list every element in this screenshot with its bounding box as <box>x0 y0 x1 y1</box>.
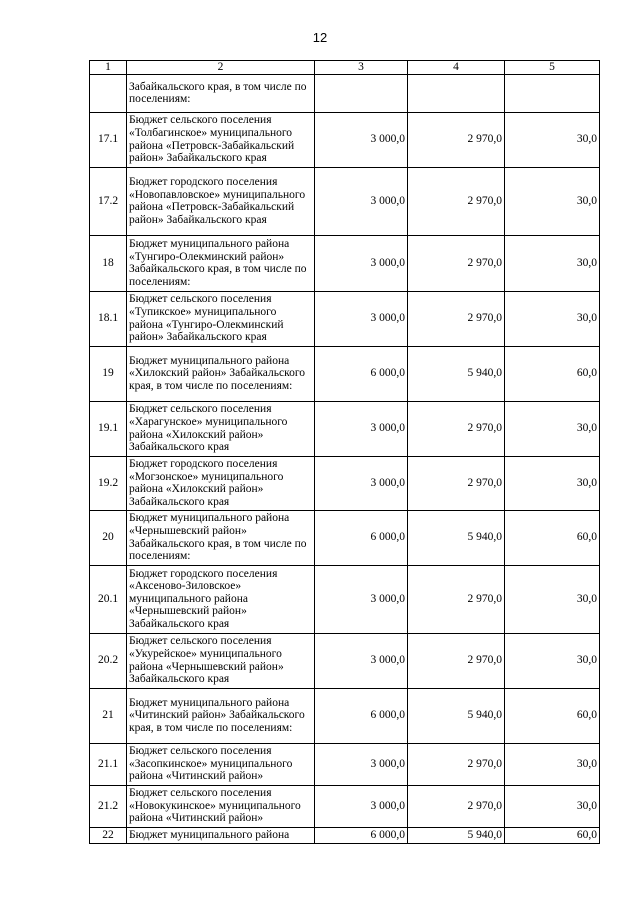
table-row <box>90 743 600 785</box>
row-number: 19.1 <box>90 401 127 456</box>
row-description: Бюджет муниципального района «Чернышевский район» Забайкальского края, в том числе по поселениям: <box>127 510 315 565</box>
row-col-4: 5 940,0 <box>408 688 505 743</box>
table-row <box>90 633 600 688</box>
row-number: 17.1 <box>90 112 127 167</box>
row-description: Бюджет сельского поселения «Новокукинское» муниципального района «Читинский район» <box>127 785 315 827</box>
row-col-3: 3 000,0 <box>315 167 408 235</box>
row-col-5: 60,0 <box>505 510 600 565</box>
row-col-4: 2 970,0 <box>408 633 505 688</box>
header-col-3: 3 <box>315 61 408 75</box>
row-col-3: 3 000,0 <box>315 235 408 291</box>
row-number: 20.1 <box>90 565 127 633</box>
table-row <box>90 456 600 510</box>
row-col-4 <box>408 74 505 112</box>
row-col-3: 3 000,0 <box>315 785 408 827</box>
row-number: 22 <box>90 827 127 843</box>
row-col-3: 3 000,0 <box>315 112 408 167</box>
table-row <box>90 291 600 346</box>
row-col-4: 2 970,0 <box>408 112 505 167</box>
row-col-5: 30,0 <box>505 401 600 456</box>
row-number: 19.2 <box>90 456 127 510</box>
row-col-5: 30,0 <box>505 456 600 510</box>
row-col-5: 30,0 <box>505 167 600 235</box>
table-row <box>90 785 600 827</box>
row-col-5: 60,0 <box>505 688 600 743</box>
row-number: 19 <box>90 346 127 401</box>
row-col-5 <box>505 74 600 112</box>
row-col-5: 60,0 <box>505 827 600 843</box>
row-col-4: 2 970,0 <box>408 565 505 633</box>
row-col-4: 5 940,0 <box>408 510 505 565</box>
row-col-4: 2 970,0 <box>408 401 505 456</box>
table-row <box>90 510 600 565</box>
row-number: 21.2 <box>90 785 127 827</box>
row-description: Бюджет городского поселения «Новопавловское» муниципального района «Петровск-Забайкальский район» Забайкальского края <box>127 167 315 235</box>
row-description: Бюджет сельского поселения «Засопкинское» муниципального района «Читинский район» <box>127 743 315 785</box>
header-col-5: 5 <box>505 61 600 75</box>
row-col-5: 30,0 <box>505 291 600 346</box>
row-number: 17.2 <box>90 167 127 235</box>
row-description: Бюджет сельского поселения «Укурейское» муниципального района «Чернышевский район» Забайкальского края <box>127 633 315 688</box>
row-col-5: 30,0 <box>505 235 600 291</box>
row-description: Забайкальского края, в том числе по поселениям: <box>127 74 315 112</box>
budget-table <box>89 60 600 844</box>
row-col-3: 3 000,0 <box>315 291 408 346</box>
row-description: Бюджет муниципального района «Тунгиро-Олекминский район» Забайкальского края, в том числе по поселениям: <box>127 235 315 291</box>
row-col-4: 2 970,0 <box>408 785 505 827</box>
row-number <box>90 74 127 112</box>
row-col-3: 3 000,0 <box>315 565 408 633</box>
row-number: 18 <box>90 235 127 291</box>
row-col-3: 3 000,0 <box>315 456 408 510</box>
row-col-5: 30,0 <box>505 633 600 688</box>
row-description: Бюджет сельского поселения «Толбагинское» муниципального района «Петровск-Забайкальский район» Забайкальского края <box>127 112 315 167</box>
header-col-1: 1 <box>90 61 127 75</box>
table-row <box>90 74 600 112</box>
table-row <box>90 167 600 235</box>
table-row <box>90 112 600 167</box>
header-col-2: 2 <box>127 61 315 75</box>
row-number: 18.1 <box>90 291 127 346</box>
row-description: Бюджет сельского поселения «Харагунское» муниципального района «Хилокский район» Забайкальского края <box>127 401 315 456</box>
row-number: 20 <box>90 510 127 565</box>
row-col-3: 3 000,0 <box>315 633 408 688</box>
row-description: Бюджет городского поселения «Могзонское» муниципального района «Хилокский район» Забайкальского края <box>127 456 315 510</box>
row-col-5: 30,0 <box>505 565 600 633</box>
row-col-5: 60,0 <box>505 346 600 401</box>
row-description: Бюджет муниципального района <box>127 827 315 843</box>
row-description: Бюджет муниципального района «Хилокский район» Забайкальского края, в том числе по поселениям: <box>127 346 315 401</box>
row-col-5: 30,0 <box>505 112 600 167</box>
table-row <box>90 346 600 401</box>
table-header-row <box>90 61 600 75</box>
header-col-4: 4 <box>408 61 505 75</box>
row-col-3 <box>315 74 408 112</box>
row-col-5: 30,0 <box>505 785 600 827</box>
table-row <box>90 235 600 291</box>
row-col-3: 3 000,0 <box>315 743 408 785</box>
row-col-3: 6 000,0 <box>315 827 408 843</box>
row-col-3: 6 000,0 <box>315 510 408 565</box>
row-description: Бюджет сельского поселения «Тупикское» муниципального района «Тунгиро-Олекминский район» Забайкальского края <box>127 291 315 346</box>
row-col-3: 3 000,0 <box>315 401 408 456</box>
row-number: 21.1 <box>90 743 127 785</box>
row-col-4: 5 940,0 <box>408 346 505 401</box>
row-col-3: 6 000,0 <box>315 688 408 743</box>
table-row <box>90 688 600 743</box>
page-number: 12 <box>312 30 328 45</box>
table-row <box>90 827 600 843</box>
row-col-5: 30,0 <box>505 743 600 785</box>
row-description: Бюджет муниципального района «Читинский район» Забайкальского края, в том числе по поселениям: <box>127 688 315 743</box>
row-col-4: 5 940,0 <box>408 827 505 843</box>
row-number: 20.2 <box>90 633 127 688</box>
row-description: Бюджет городского поселения «Аксеново-Зиловское» муниципального района «Чернышевский район» Забайкальского края <box>127 565 315 633</box>
row-col-4: 2 970,0 <box>408 235 505 291</box>
table-row <box>90 401 600 456</box>
row-number: 21 <box>90 688 127 743</box>
row-col-4: 2 970,0 <box>408 456 505 510</box>
row-col-3: 6 000,0 <box>315 346 408 401</box>
row-col-4: 2 970,0 <box>408 167 505 235</box>
table-row <box>90 565 600 633</box>
row-col-4: 2 970,0 <box>408 743 505 785</box>
row-col-4: 2 970,0 <box>408 291 505 346</box>
